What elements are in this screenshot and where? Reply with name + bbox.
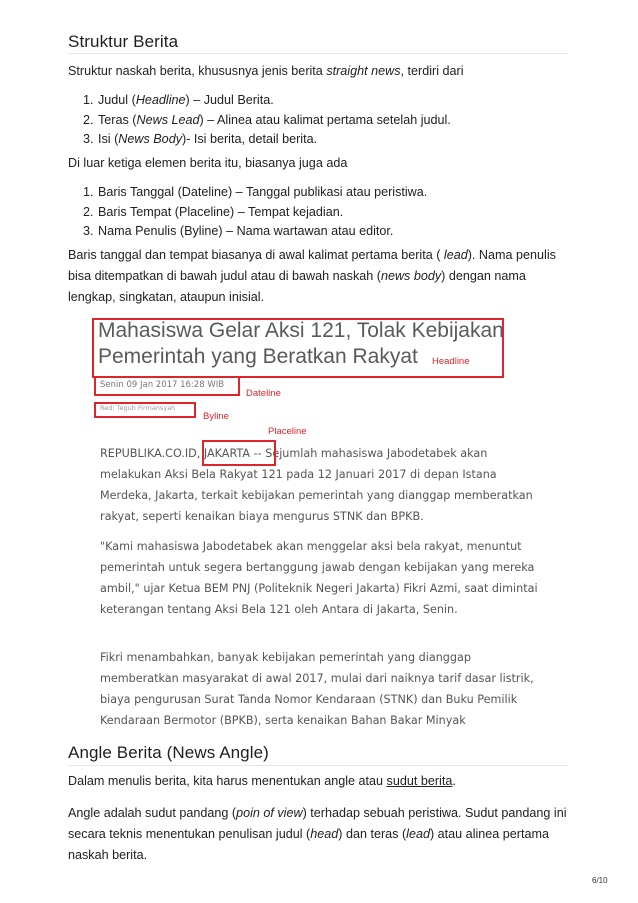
list-number: 2. (83, 204, 94, 219)
section-divider (68, 53, 568, 54)
sudut-berita-link[interactable]: sudut berita (386, 774, 453, 788)
headline-annotation: Headline (432, 356, 470, 367)
list-item (68, 91, 451, 111)
list-item (68, 203, 427, 223)
para-text: ) terhadap sebuah peristiwa. Sudut pandang ini secara teknis menentukan penulisan judul ( (68, 806, 567, 841)
list-text: Baris Tempat (Placeline) – Tempat kejadian. (98, 204, 344, 219)
para-emphasis: head (310, 827, 339, 841)
para-text: ) dengan nama lengkap, singkatan, ataupun inisial. (68, 269, 526, 304)
clipping-headline-line: Pemerintah yang Beratkan Rakyat (98, 345, 418, 368)
intro-text-end: , terdiri dari (400, 64, 464, 78)
list-number: 3. (83, 132, 94, 146)
list-text: Teras ( (98, 112, 137, 127)
clipping-paragraph: "Kami mahasiswa Jabodetabek akan menggelar aksi bela rakyat, menuntut pemerintah untuk segera bertanggung jawab dengan kebijakan yang mereka ambil," ujar Ketua BEM PNJ (Politeknik Negeri Jakarta) Fikri Azmi, saat dimintai keterangan tentang Aksi Bela 121 oleh Antara di Jakarta, Senin. (100, 540, 538, 616)
list-item (68, 111, 451, 131)
list-item (68, 130, 451, 150)
extra-elements-list (68, 183, 427, 242)
list-text: Nama Penulis (Byline) – Nama wartawan atau editor. (98, 224, 394, 238)
angle-definition-paragraph (68, 803, 573, 866)
clipping-source: REPUBLIKA.CO.ID, (100, 447, 204, 460)
elements-paragraph: Di luar ketiga elemen berita itu, biasanya juga ada (68, 156, 348, 170)
placeline-annotation: Placeline (268, 426, 307, 437)
para-text: ). Nama penulis bisa ditempatkan di bawah judul atau di bawah naskah ( (68, 248, 556, 283)
section-divider (68, 765, 568, 766)
para-emphasis: lead (443, 248, 468, 262)
list-emphasis: News Lead (136, 112, 200, 127)
intro-emphasis: straight news (326, 64, 401, 78)
para-text: Angle adalah sudut pandang ( (68, 806, 237, 820)
para-text: . (452, 774, 456, 788)
list-text-end: )- Isi berita, detail berita. (182, 132, 318, 146)
list-emphasis: Headline (135, 93, 186, 107)
list-number: 2. (83, 112, 94, 127)
para-text: Baris tanggal dan tempat biasanya di awal kalimat pertama berita ( (68, 248, 444, 262)
list-item (68, 183, 427, 203)
list-text: Isi ( (98, 132, 119, 146)
list-text-end: ) – Judul Berita. (185, 93, 274, 107)
headline-highlight-box (92, 318, 504, 378)
structure-list (68, 91, 451, 150)
section-title-struktur-berita: Struktur Berita (68, 32, 179, 51)
clipping-paragraph: Fikri menambahkan, banyak kebijakan pemerintah yang dianggap memberatkan masyarakat di awal 2017, mulai dari naiknya tarif dasar listrik, biaya pengurusan Surat Tanda Nomor Kendaraan (STNK) dan Buku Pemilik Kendaraan Bermotor (BPKB), serta kenaikan Bahan Bakar Minyak (100, 651, 534, 727)
para-text: ) dan teras ( (338, 827, 407, 841)
placeline-highlight-box (202, 440, 276, 466)
angle-intro-paragraph (68, 771, 573, 792)
para-emphasis: lead (406, 827, 430, 841)
byline-highlight-box (94, 402, 196, 418)
list-number: 1. (83, 185, 94, 199)
intro-paragraph (68, 61, 573, 82)
para-emphasis: poin of view (236, 806, 303, 820)
clipping-headline-line: Mahasiswa Gelar Aksi 121, Tolak Kebijakan (98, 319, 504, 342)
clipping-byline: Red: Teguh Firmansyah (100, 404, 176, 412)
byline-annotation: Byline (203, 411, 229, 422)
clipping-place: JAKARTA -- (203, 447, 262, 460)
list-number: 3. (83, 224, 94, 238)
news-clipping-figure (88, 316, 556, 727)
list-text-end: ) – Alinea atau kalimat pertama setelah judul. (199, 112, 451, 127)
clipping-date: Senin 09 Jan 2017 16:28 WIB (100, 380, 225, 390)
dateline-paragraph (68, 245, 573, 308)
list-number: 1. (83, 93, 94, 107)
clipping-lead-text: Sejumlah mahasiswa Jabodetabek akan melakukan Aksi Bela Rakyat 121 pada 12 Januari 2017 di depan Istana Merdeka, Jakarta, terkait kebijakan pemerintah yang dianggap memberatkan rakyat, seperti kenaikan biaya mengurus STNK dan BPKB. (100, 447, 533, 523)
list-emphasis: News Body (118, 132, 182, 146)
list-text: Baris Tanggal (Dateline) – Tanggal publikasi atau peristiwa. (98, 185, 428, 199)
page-number: 6/10 (592, 876, 608, 885)
clipping-lead-paragraph (100, 443, 548, 527)
dateline-highlight-box (94, 376, 240, 396)
list-text: Judul ( (98, 93, 136, 107)
para-text: Dalam menulis berita, kita harus menentukan angle atau (68, 774, 387, 788)
dateline-annotation: Dateline (246, 388, 281, 399)
para-emphasis: news body (380, 269, 442, 283)
list-item (68, 222, 427, 242)
para-text: ) atau alinea pertama naskah berita. (68, 827, 549, 862)
intro-text: Struktur naskah berita, khususnya jenis berita (68, 64, 327, 78)
section-title-angle-berita: Angle Berita (News Angle) (68, 743, 269, 762)
